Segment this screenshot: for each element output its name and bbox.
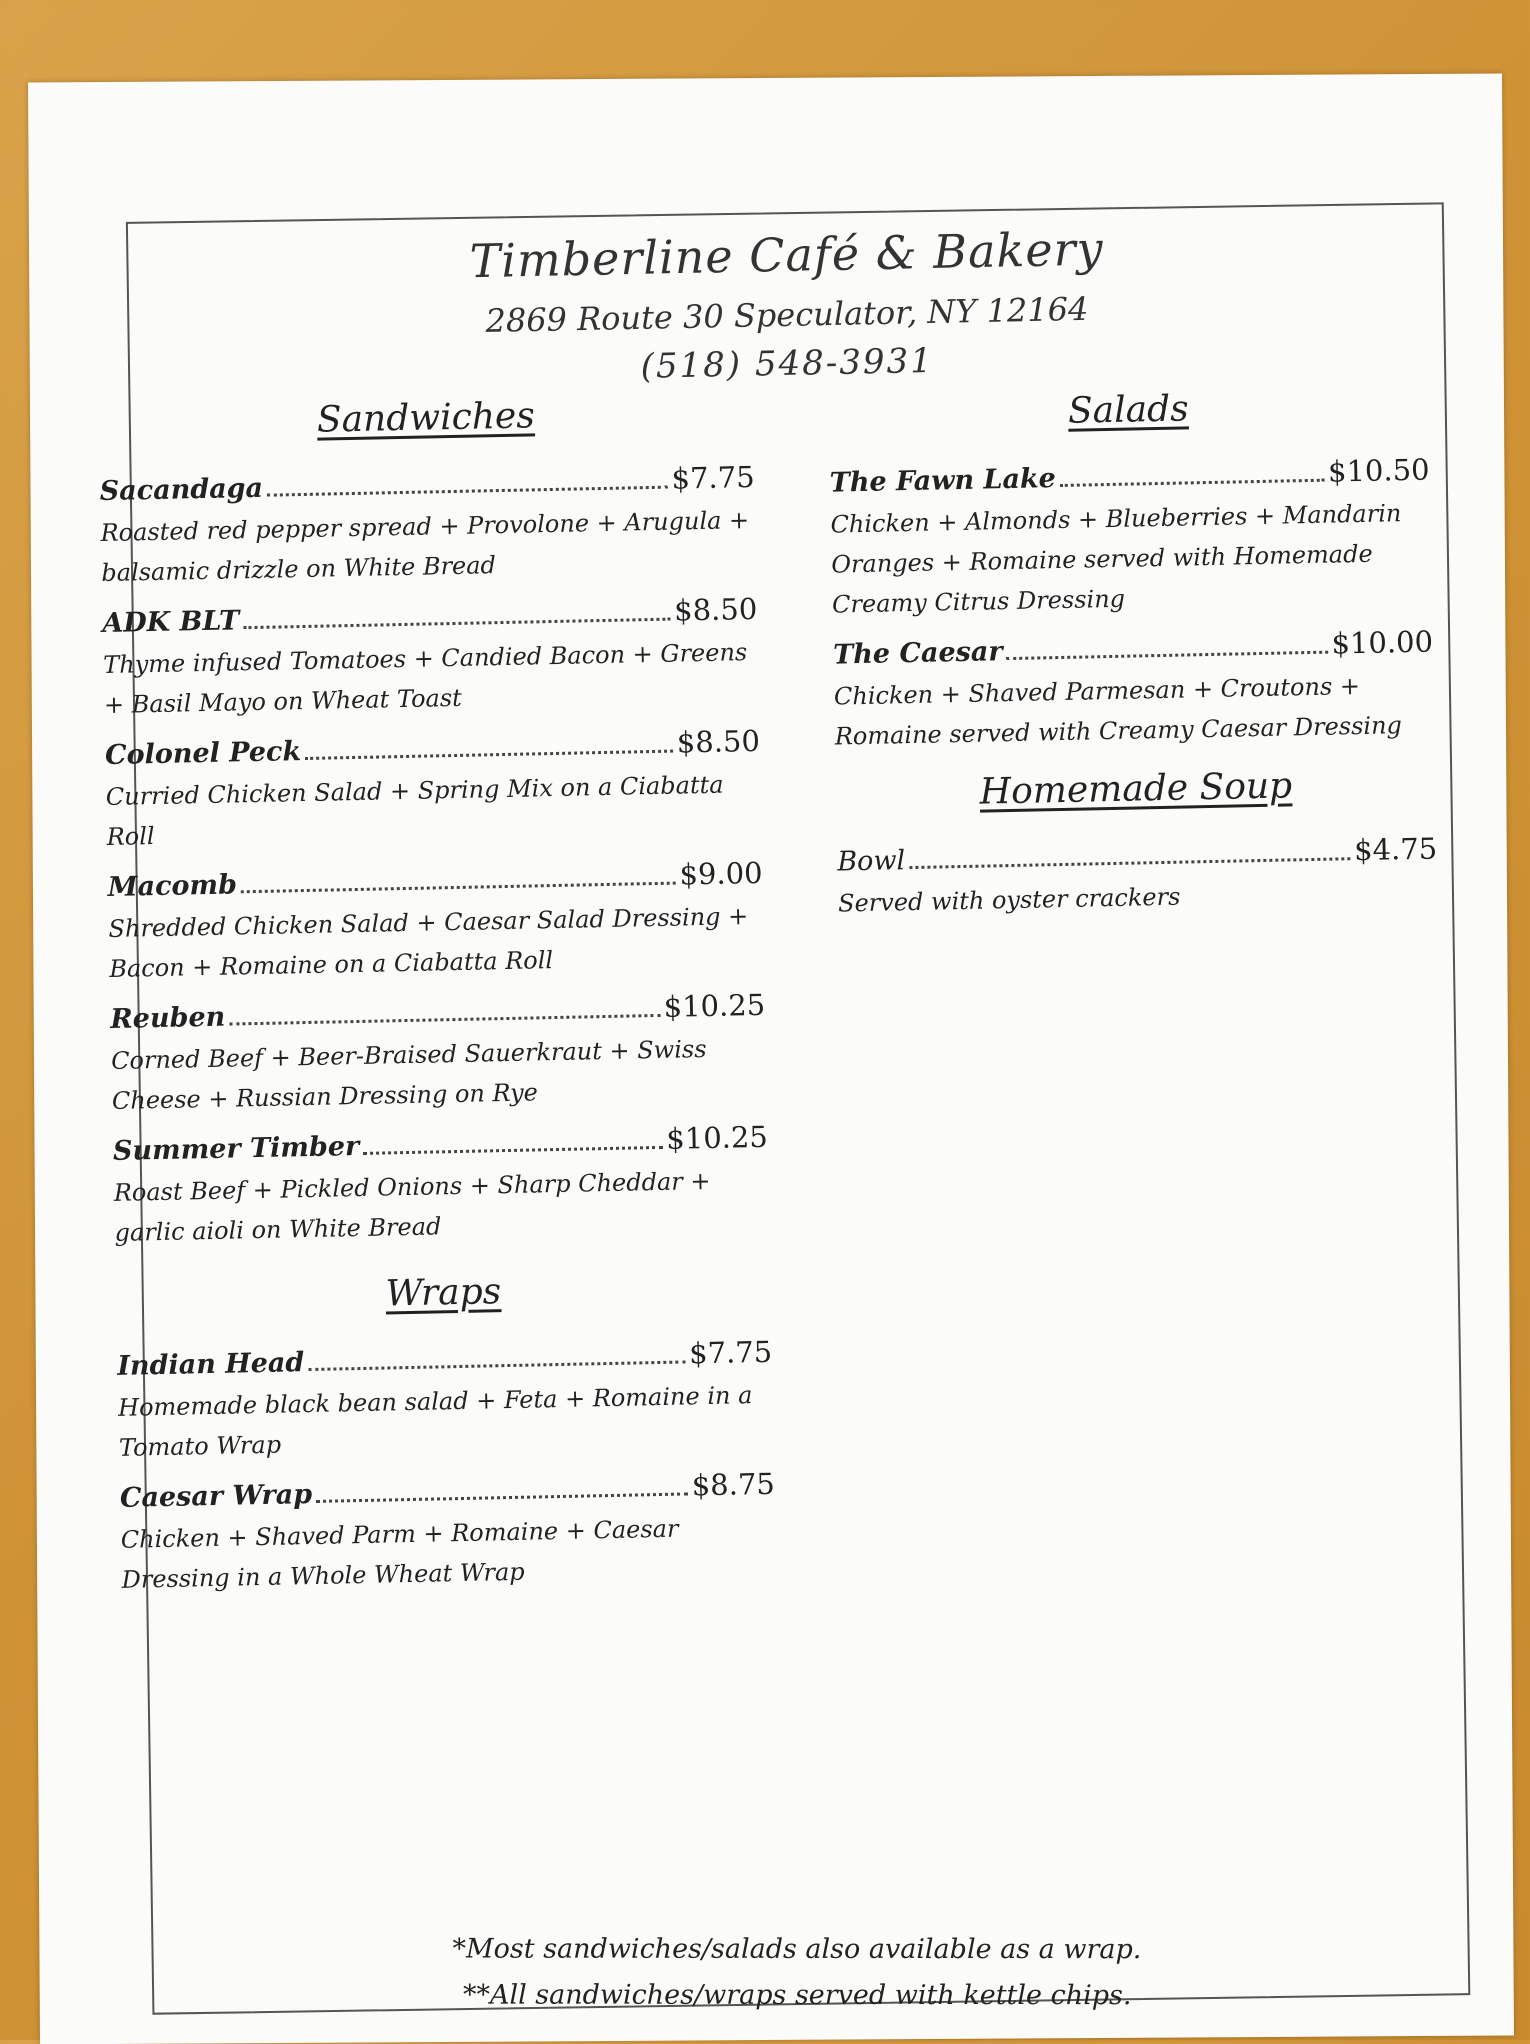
dot-leader xyxy=(267,486,668,497)
item-price: $10.00 xyxy=(1331,624,1434,661)
item-name: Macomb xyxy=(107,869,238,903)
salads-heading: Salads xyxy=(1067,388,1190,432)
dot-leader xyxy=(305,750,673,760)
item-name: ADK BLT xyxy=(102,605,240,640)
menu-item-the-caesar xyxy=(833,625,1435,757)
dot-leader xyxy=(1060,479,1324,487)
item-price: $9.00 xyxy=(679,855,763,892)
item-description: Roast Beef + Pickled Onions + Sharp Cheddar + garlic aioli on White Bread xyxy=(113,1166,711,1247)
menu-item-colonel-peck xyxy=(105,724,762,857)
item-description: Chicken + Almonds + Blueberries + Mandarin Oranges + Romaine served with Homemade Creamy Citrus Dressing xyxy=(830,499,1402,619)
cafe-phone: (518) 548-3931 xyxy=(640,340,935,387)
menu-item-summer-timber xyxy=(113,1120,770,1253)
sandwiches-heading: Sandwiches xyxy=(316,395,536,441)
dot-leader xyxy=(316,1492,688,1502)
item-description: Homemade black bean salad + Feta + Romaine in a Tomato Wrap xyxy=(117,1381,753,1462)
menu-item-reuben xyxy=(110,988,767,1121)
menu-paper xyxy=(28,73,1514,2044)
wraps-heading: Wraps xyxy=(385,1271,502,1315)
item-name: The Caesar xyxy=(832,636,1003,671)
menu-item-indian-head xyxy=(117,1335,774,1468)
item-description: Curried Chicken Salad + Spring Mix on a Ciabatta Roll xyxy=(105,770,724,851)
item-name: Caesar Wrap xyxy=(119,1479,313,1514)
item-price: $8.50 xyxy=(676,723,761,760)
item-price: $8.75 xyxy=(691,1466,776,1503)
item-name: Bowl xyxy=(836,845,906,878)
dot-leader xyxy=(1007,651,1328,660)
item-price: $10.25 xyxy=(663,987,766,1024)
dot-leader xyxy=(909,857,1350,869)
cafe-name: Timberline Café & Bakery xyxy=(469,221,1105,289)
menu-item-fawn-lake xyxy=(829,453,1432,625)
cafe-address: 2869 Route 30 Speculator, NY 12164 xyxy=(485,289,1089,340)
item-description: Thyme infused Tomatoes + Candied Bacon + Greens + Basil Mayo on Wheat Toast xyxy=(102,638,748,720)
menu-item-sacandaga xyxy=(99,460,756,593)
item-description: Roasted red pepper spread + Provolone + Arugula + balsamic drizzle on White Bread xyxy=(100,506,750,588)
item-description: Chicken + Shaved Parmesan + Croutons + Romaine served with Creamy Caesar Dressing xyxy=(833,672,1403,751)
item-description: Served with oyster crackers xyxy=(837,882,1181,918)
item-description: Shredded Chicken Salad + Caesar Salad Dressing + Bacon + Romaine on a Ciabatta Roll xyxy=(108,902,749,983)
item-price: $4.75 xyxy=(1353,831,1438,868)
dot-leader xyxy=(308,1360,685,1371)
menu-item-caesar-wrap xyxy=(120,1467,777,1600)
menu-item-adk-blt xyxy=(102,592,759,725)
item-price: $10.50 xyxy=(1327,452,1430,489)
dot-leader xyxy=(241,882,676,894)
item-name: The Fawn Lake xyxy=(829,463,1057,499)
item-price: $7.75 xyxy=(671,459,755,496)
menu-item-macomb xyxy=(107,856,764,989)
item-name: Reuben xyxy=(110,1001,226,1035)
dot-leader xyxy=(363,1146,662,1155)
item-price: $7.75 xyxy=(688,1334,773,1371)
item-name: Sacandaga xyxy=(99,472,264,508)
footer-note-wrap: *Most sandwiches/salads also available as a wrap. xyxy=(452,1933,1142,1966)
item-description: Corned Beef + Beer-Braised Sauerkraut + Swiss Cheese + Russian Dressing on Rye xyxy=(110,1035,707,1115)
dot-leader xyxy=(243,618,670,630)
right-column xyxy=(828,384,1439,936)
dot-leader xyxy=(229,1014,660,1026)
item-price: $10.25 xyxy=(666,1119,769,1156)
soup-heading: Homemade Soup xyxy=(979,765,1293,813)
item-name: Colonel Peck xyxy=(104,736,302,772)
item-name: Indian Head xyxy=(116,1347,305,1382)
item-description: Chicken + Shaved Parm + Romaine + Caesar Dressing in a Whole Wheat Wrap xyxy=(120,1514,679,1594)
item-price: $8.50 xyxy=(673,591,758,628)
menu-item-bowl xyxy=(837,831,1438,923)
left-column xyxy=(98,391,777,1612)
footer-note-chips: **All sandwiches/wraps served with kettle chips. xyxy=(462,1979,1132,2012)
item-name: Summer Timber xyxy=(112,1130,360,1167)
